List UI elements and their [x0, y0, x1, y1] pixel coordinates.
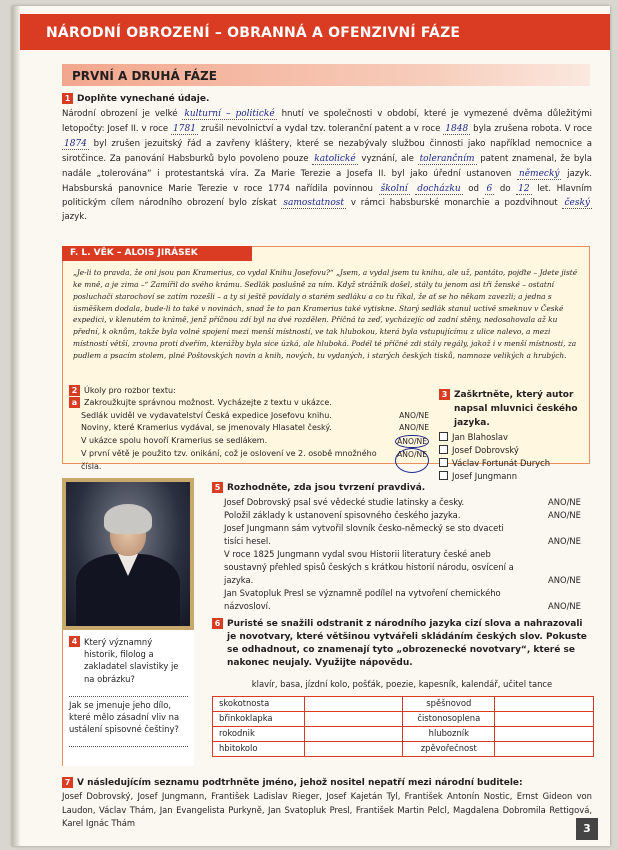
task-6 — [212, 618, 592, 690]
term-cell: hlubozník — [403, 727, 495, 742]
yes-no-choice[interactable]: ANO/NE — [548, 509, 581, 520]
handwritten-answer[interactable]: 1848 — [445, 123, 469, 134]
answer-cell[interactable] — [304, 697, 403, 712]
handwritten-answer[interactable]: německý — [518, 168, 560, 179]
excerpt-quote: „Je-li to pravda, že oni jsou pan Kramerius, co vydal Knihu Josefovu?“ „Jsem, a vydal jsem tu knihu, ale už, pantáto, pojďte – Jdete jisté ke mně, a je zima –“ Zamířil do svého krámu. Sedlák poslušně za ním. Když strážník došel, stály tu jenom asi tři ženské – ostatní posluchači starochoví se zatím rozešli – a ty si ještě povídaly o starém sedláku a co tu říkal, že ať se ho někam zavezli; a jedna s úsměškem dodala, bude-li to také v novinách, snad že to pan Kramerius také vytiskne. Starý sedlák stanul uctivě smeknuv v České expedici, v klenutém to krámě, jenž příčnou zdí byl na dvé rozdělen. Příčná ta zeď, vycházejíc od zadní stěny, nedosahovala až ku přední, k oknům, takže byla volné spojení mezi menší místností, ve tak hlubokou, která byla vstupujícímu z ulice nalevo, a mezi místností větší, zrovna proti dveřím, kterážby byla sice úzká, ale hluboká. Podél té příčné zdi stály regály, jakož i v menší místnosti, za pudlem a psacím stolem, plné Poštovských novin a knih, nových, tu vydaných, i starých českých tisků, namnoze velikých a hrubých. — [73, 268, 578, 360]
answer-cell[interactable] — [495, 712, 594, 727]
term-cell: spěšnovod — [403, 697, 495, 712]
answer-cell[interactable] — [495, 727, 594, 742]
statement: Josef Jungmann sám vytvořil slovník česko-německý se sto dvaceti tisíci hesel. — [224, 522, 504, 546]
option[interactable] — [439, 431, 584, 444]
task-2 — [69, 385, 429, 473]
task-number: 6 — [212, 618, 223, 629]
statement-row — [69, 435, 429, 449]
option-label: Josef Dobrovský — [452, 444, 519, 455]
task-1-text — [62, 107, 592, 225]
answer-cell[interactable] — [495, 697, 594, 712]
word-hints: klavír, basa, jízdní kolo, pošťák, poezie, kapesník, kalendář, učitel tance — [251, 679, 553, 690]
handwritten-answer[interactable]: školní — [380, 183, 408, 194]
task-number: 5 — [212, 482, 223, 493]
statement: V roce 1825 Jungmann vydal svou Historii literatury české aneb soustavný přehled spisů českých s krátkou historií národu, osvícení a jazyka. — [224, 549, 514, 586]
text: zrušil nevolnictví a vydal tzv. toleranční patent a v roce — [200, 123, 441, 134]
table-row — [213, 727, 594, 742]
yes-no-choice[interactable]: ANO/NE — [395, 435, 429, 449]
task-7-title: V následujícím seznamu podtrhněte jméno, jehož nositel nepatří mezi národní buditele: — [77, 778, 523, 788]
handwritten-answer[interactable]: kulturní – politické — [184, 108, 275, 119]
text: od — [468, 183, 479, 194]
task-1 — [62, 92, 592, 225]
statement: V ukázce spolu hovoří Kramerius se sedlákem. — [81, 435, 268, 445]
checkbox[interactable] — [439, 445, 448, 454]
handwritten-answer[interactable]: 12 — [518, 183, 530, 194]
term-cell: rokodnik — [213, 727, 305, 742]
statement: Jan Svatopluk Presl se významně podílel na vytvoření chemického názvosloví. — [224, 588, 501, 612]
task-1-title: Doplňte vynechané údaje. — [77, 94, 210, 104]
statement: V první větě je použito tzv. onikání, což je oslovení ve 2. osobě množného čísla. — [81, 449, 377, 471]
answer-line[interactable] — [69, 735, 188, 747]
handwritten-answer[interactable]: český — [564, 198, 590, 209]
statement-row — [224, 509, 592, 522]
text: hnutí ve společnosti v období, které je vymezené dvěma důležitými letopočty: Josef II. v roce — [62, 108, 592, 134]
section-title: PRVNÍ A DRUHÁ FÁZE — [62, 64, 590, 86]
yes-no-choice[interactable]: ANO/NE — [395, 448, 429, 473]
task-4 — [62, 630, 194, 766]
task-number: 2 — [69, 385, 80, 396]
text: Národní obrození je velké — [62, 108, 178, 119]
option[interactable] — [439, 470, 584, 483]
task-number: 3 — [439, 389, 450, 400]
task-number: 1 — [62, 93, 73, 104]
table-row — [213, 697, 594, 712]
page-spine — [12, 6, 20, 846]
term-cell: čistonosoplena — [403, 712, 495, 727]
text: let. Hlavním politickým cílem národního obrození bylo získat — [62, 183, 592, 209]
neologism-table — [212, 696, 594, 757]
task-4-question-1: Který významný historik, filolog a zakladatel slavistiky je na obrázku? — [84, 637, 179, 684]
statement-row — [69, 410, 429, 422]
statement: Josef Dobrovský psal své vědecké studie latinsky a česky. — [224, 496, 465, 507]
page-header: NÁRODNÍ OBROZENÍ – OBRANNÁ A OFENZIVNÍ FÁZE — [20, 14, 610, 50]
table-row — [213, 742, 594, 757]
statement-row — [69, 422, 429, 434]
task-4-question-2: Jak se jmenuje jeho dílo, které mělo zásadní vliv na ustálení spisovné češtiny? — [69, 699, 180, 735]
statement-row — [224, 548, 592, 587]
statement-row — [224, 587, 592, 613]
answer-line[interactable] — [69, 685, 188, 697]
statement: Sedlák uviděl ve vydavatelství Česká expedice Josefovu knihu. — [81, 410, 332, 420]
checkbox[interactable] — [439, 471, 448, 480]
task-3 — [439, 389, 584, 483]
text: jazyk. — [62, 212, 87, 223]
portrait-hair — [104, 504, 152, 534]
statement-row — [224, 496, 592, 509]
yes-no-choice[interactable]: ANO/NE — [548, 601, 581, 612]
page-number: 3 — [576, 818, 598, 840]
task-5-title: Rozhodněte, zda jsou tvrzení pravdivá. — [227, 483, 426, 493]
task-5 — [212, 482, 592, 613]
text: jazyk. Habsburská panovnice Marie Terezie v roce 1774 nařídila povinnou — [62, 168, 593, 194]
portrait-image — [62, 478, 194, 630]
handwritten-answer[interactable]: docházku — [417, 183, 461, 194]
yes-no-choice[interactable]: ANO/NE — [399, 410, 429, 420]
subtask-letter: a — [69, 397, 80, 408]
option-label: Josef Jungmann — [452, 470, 518, 481]
task-3-title: Zaškrtněte, který autor napsal mluvnici českého jazyka. — [454, 390, 578, 428]
option-label: Václav Fortunát Durych — [452, 457, 551, 468]
option-label: Jan Blahoslav — [452, 431, 508, 442]
text: do — [499, 183, 511, 194]
text: v rámci habsburské monarchie a pozdvihnout — [350, 198, 558, 209]
answer-cell[interactable] — [304, 742, 403, 757]
yes-no-choice[interactable]: ANO/NE — [548, 575, 581, 586]
yes-no-choice[interactable]: ANO/NE — [548, 496, 581, 507]
task-2a-text: Zakroužkujte správnou možnost. Vycházejte z textu v ukázce. — [84, 398, 332, 408]
handwritten-answer[interactable]: 1781 — [173, 123, 196, 134]
term-cell: zpěvořečnost — [403, 742, 495, 757]
task-2-title: Úkoly pro rozbor textu: — [84, 386, 176, 395]
term-cell: břinkoklapka — [213, 712, 305, 727]
task-7 — [62, 776, 592, 831]
names-list[interactable]: Josef Dobrovský, Josef Jungmann, František Ladislav Rieger, Josef Kajetán Tyl, František Antonín Nostic, Ernst Gideon von Laudon, Václav Thám, Jan Evangelista Purkyně, Jan Svatopluk Presl, František Martin Pelcl, Magdalena Dobromila Rettigová, Karel Ignác Thám — [62, 791, 592, 829]
term-cell: skokotnosta — [213, 697, 305, 712]
statement-row — [69, 448, 429, 473]
task-6-title: Puristé se snažili odstranit z národního jazyka cizí slova a nahrazovali je novotvary, které většinou vytvářeli skládáním českých slov. Pokuste se odhadnout, co znamenají tyto „obrozenecké novotvary“, které se nakonec neujaly. Využijte nápovědu. — [227, 619, 587, 669]
text: byla zrušena robota. V roce — [473, 123, 593, 134]
handwritten-answer[interactable]: samostatnost — [283, 198, 344, 209]
text: patent znamenal, že byla nadále „tolerována“ i protestantská víra. Za Marie Terezie a Josefa II. byl jako úřední ustanoven — [62, 153, 593, 179]
text: vyznání, ale — [361, 153, 414, 164]
table-row — [213, 712, 594, 727]
statement: Položil základy k ustanovení spisovného českého jazyka. — [224, 509, 461, 520]
task-number: 7 — [62, 777, 73, 788]
statement: Noviny, které Kramerius vydával, se jmenovaly Hlasatel český. — [81, 423, 332, 433]
answer-cell[interactable] — [495, 742, 594, 757]
text: byl zrušen jezuitský řád a zavřeny kláštery, které se nezabývaly službou činnosti jako například nemocnice a sirotčince. Za panování Habsburků bylo povoleno pouze — [62, 138, 593, 164]
handwritten-answer[interactable]: katolické — [314, 153, 356, 164]
option[interactable] — [439, 457, 584, 470]
handwritten-answer[interactable]: tolerančním — [419, 153, 475, 164]
yes-no-choice[interactable]: ANO/NE — [548, 535, 581, 546]
excerpt-box — [62, 246, 590, 481]
answer-cell[interactable] — [304, 712, 403, 727]
handwritten-answer[interactable]: 1874 — [64, 138, 87, 149]
checkbox[interactable] — [439, 432, 448, 441]
workbook-page — [12, 6, 610, 846]
option[interactable] — [439, 444, 584, 457]
answer-cell[interactable] — [304, 727, 403, 742]
term-cell: hbitokolo — [213, 742, 305, 757]
excerpt-title: F. L. VĚK – ALOIS JIRÁSEK — [62, 246, 252, 261]
handwritten-answer[interactable]: 6 — [486, 183, 493, 194]
yes-no-choice[interactable]: ANO/NE — [399, 423, 429, 433]
checkbox[interactable] — [439, 458, 448, 467]
statement-row — [224, 522, 592, 548]
task-number: 4 — [69, 636, 80, 647]
